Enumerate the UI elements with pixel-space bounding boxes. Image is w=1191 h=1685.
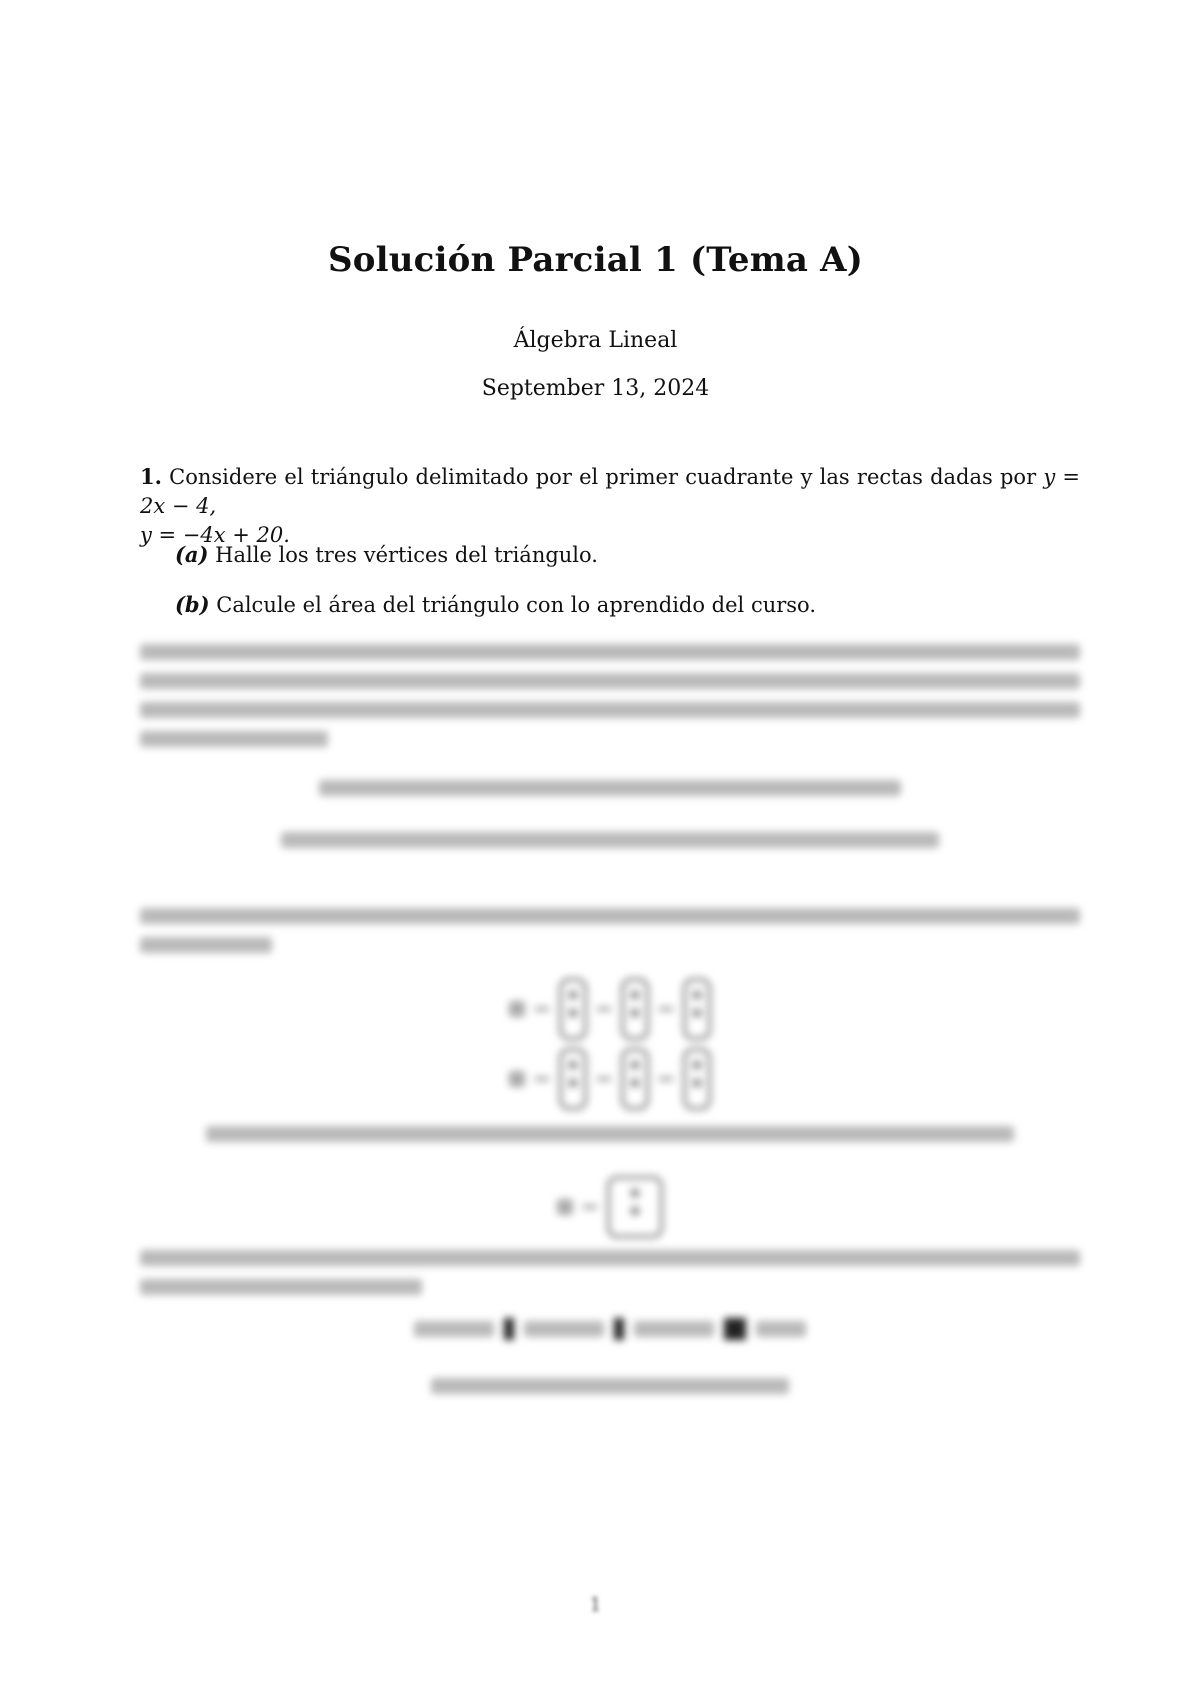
blurred-conclusion: [140, 1378, 1080, 1394]
problem-number: 1.: [140, 464, 162, 489]
equation-2: y = −4x + 20.: [140, 523, 290, 547]
course-name: Álgebra Lineal: [513, 328, 678, 353]
item-label: (a): [175, 542, 209, 567]
item-text: Halle los tres vértices del triángulo.: [215, 543, 598, 567]
problem-item-a: [175, 540, 598, 570]
problem-statement: [140, 462, 1080, 550]
problem-item-b: [175, 590, 816, 620]
problem-text: Considere el triángulo delimitado por el primer cuadrante y las rectas dadas por: [169, 465, 1044, 489]
blurred-paragraph: [140, 1250, 1080, 1308]
blurred-matrix: [140, 1176, 1080, 1238]
blurred-vector-eq: [140, 978, 1080, 1040]
blurred-line: [140, 1126, 1080, 1142]
page-number: 1: [589, 1592, 602, 1616]
page-title: Solución Parcial 1 (Tema A): [327, 240, 864, 280]
blurred-paragraph: [140, 644, 1080, 760]
blurred-solution: [140, 640, 1080, 1410]
equation-1: y = 2x − 4,: [140, 465, 1080, 518]
blurred-equation: [140, 780, 1080, 796]
blurred-area-eq: [140, 1318, 1080, 1340]
document-date: September 13, 2024: [481, 376, 710, 401]
item-label: (b): [175, 592, 210, 617]
blurred-paragraph: [140, 908, 1080, 966]
item-text: Calcule el área del triángulo con lo aprendido del curso.: [216, 593, 816, 617]
blurred-conclusion: [140, 832, 1080, 848]
blurred-vector-eq: [140, 1048, 1080, 1110]
